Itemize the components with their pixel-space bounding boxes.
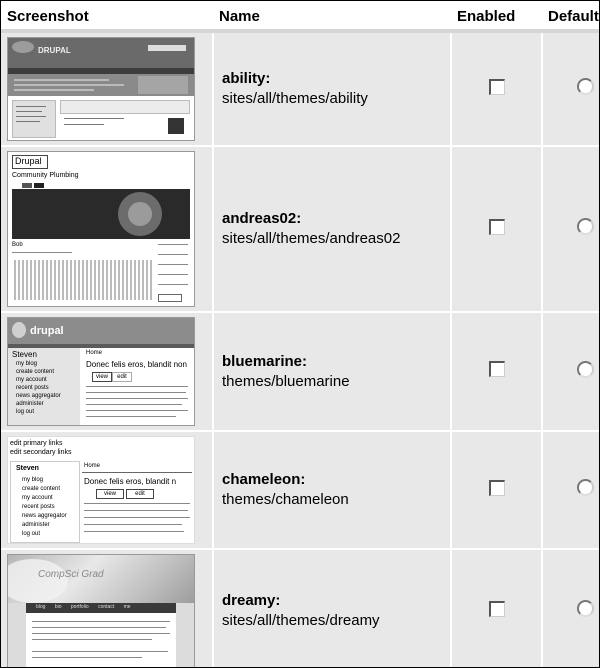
thumb-menu: blog bio portfolio contact me: [36, 604, 131, 610]
screenshot-cell: [1, 31, 213, 146]
theme-name: ability:: [222, 70, 271, 87]
thumb-post-title: Donec felis eros, blandit non: [86, 360, 187, 369]
default-cell: [542, 312, 600, 431]
enabled-checkbox[interactable]: [489, 79, 505, 95]
thumb-logo: DRUPAL: [38, 46, 71, 55]
default-radio[interactable]: [577, 78, 594, 95]
thumb-logo: CompSci Grad: [38, 569, 104, 580]
theme-row-chameleon: [1, 431, 600, 549]
thumb-nav-title: Steven: [12, 350, 37, 359]
thumb-tab-edit: edit: [112, 372, 132, 382]
theme-name: bluemarine:: [222, 352, 308, 370]
table-header-row: [1, 1, 600, 31]
theme-screenshot: [7, 317, 195, 426]
enabled-checkbox[interactable]: [489, 361, 505, 377]
theme-name-cell: [213, 549, 451, 668]
theme-path: themes/chameleon: [222, 491, 349, 508]
theme-path: themes/bluemarine: [222, 372, 350, 390]
thumb-nav-items: my blog create content my account recent posts news aggregator administer log out: [16, 361, 61, 415]
default-radio[interactable]: [577, 361, 594, 378]
theme-path: sites/all/themes/ability: [222, 90, 368, 107]
theme-row-dreamy: [1, 549, 600, 668]
enabled-cell: [451, 146, 542, 312]
enabled-cell: [451, 431, 542, 549]
thumb-primary-links: edit primary links: [10, 440, 63, 447]
theme-name-cell: [213, 431, 451, 549]
thumb-crumb: Home: [84, 463, 101, 469]
themes-table: [1, 1, 600, 668]
theme-name-cell: [213, 31, 451, 146]
default-cell: [542, 431, 600, 549]
thumb-logo: drupal: [30, 325, 64, 337]
thumb-post-title: Donec felis eros, blandit n: [84, 477, 177, 486]
theme-name: chameleon:: [222, 471, 306, 488]
default-cell: [542, 549, 600, 668]
theme-row-bluemarine: [1, 312, 600, 431]
theme-row-ability: [1, 31, 600, 146]
theme-screenshot: [7, 37, 195, 141]
screenshot-cell: [1, 549, 213, 668]
default-radio[interactable]: [577, 218, 594, 235]
default-radio[interactable]: [577, 479, 594, 496]
screenshot-cell: [1, 312, 213, 431]
screenshot-cell: [1, 146, 213, 312]
theme-name: dreamy:: [222, 592, 281, 609]
col-name-header: Name: [213, 1, 451, 31]
enabled-cell: [451, 31, 542, 146]
thumb-tab-view: view: [96, 489, 124, 499]
theme-name-cell: [213, 312, 451, 431]
thumb-subtitle: Community Plumbing: [12, 172, 79, 179]
theme-screenshot: [7, 436, 195, 544]
theme-screenshot: Drupal Community Plumbing Bob: [7, 151, 195, 307]
thumb-tab-view: view: [92, 372, 112, 382]
thumb-nav-items: my blog create content my account recent posts news aggregator administer log out: [22, 477, 67, 537]
theme-screenshot: [7, 554, 195, 668]
theme-path: sites/all/themes/andreas02: [222, 230, 401, 247]
theme-path: sites/all/themes/dreamy: [222, 612, 380, 629]
thumb-secondary-links: edit secondary links: [10, 449, 72, 456]
screenshot-cell: [1, 431, 213, 549]
enabled-checkbox[interactable]: [489, 219, 505, 235]
enabled-cell: [451, 549, 542, 668]
default-radio[interactable]: [577, 600, 594, 617]
enabled-cell: [451, 312, 542, 431]
thumb-nav-title: Steven: [16, 465, 39, 472]
theme-name: andreas02:: [222, 210, 302, 227]
col-enabled-header: Enabled: [451, 1, 542, 31]
default-cell: [542, 31, 600, 146]
theme-name-cell: [213, 146, 451, 312]
enabled-checkbox[interactable]: [489, 601, 505, 617]
enabled-checkbox[interactable]: [489, 480, 505, 496]
thumb-crumb: Home: [86, 350, 103, 356]
col-default-header: Default: [542, 1, 600, 31]
default-cell: [542, 146, 600, 312]
theme-row-andreas02: [1, 146, 600, 312]
col-screenshot-header: Screenshot: [1, 1, 213, 31]
thumb-tab-edit: edit: [126, 489, 154, 499]
thumb-logo: Drupal: [15, 156, 42, 166]
